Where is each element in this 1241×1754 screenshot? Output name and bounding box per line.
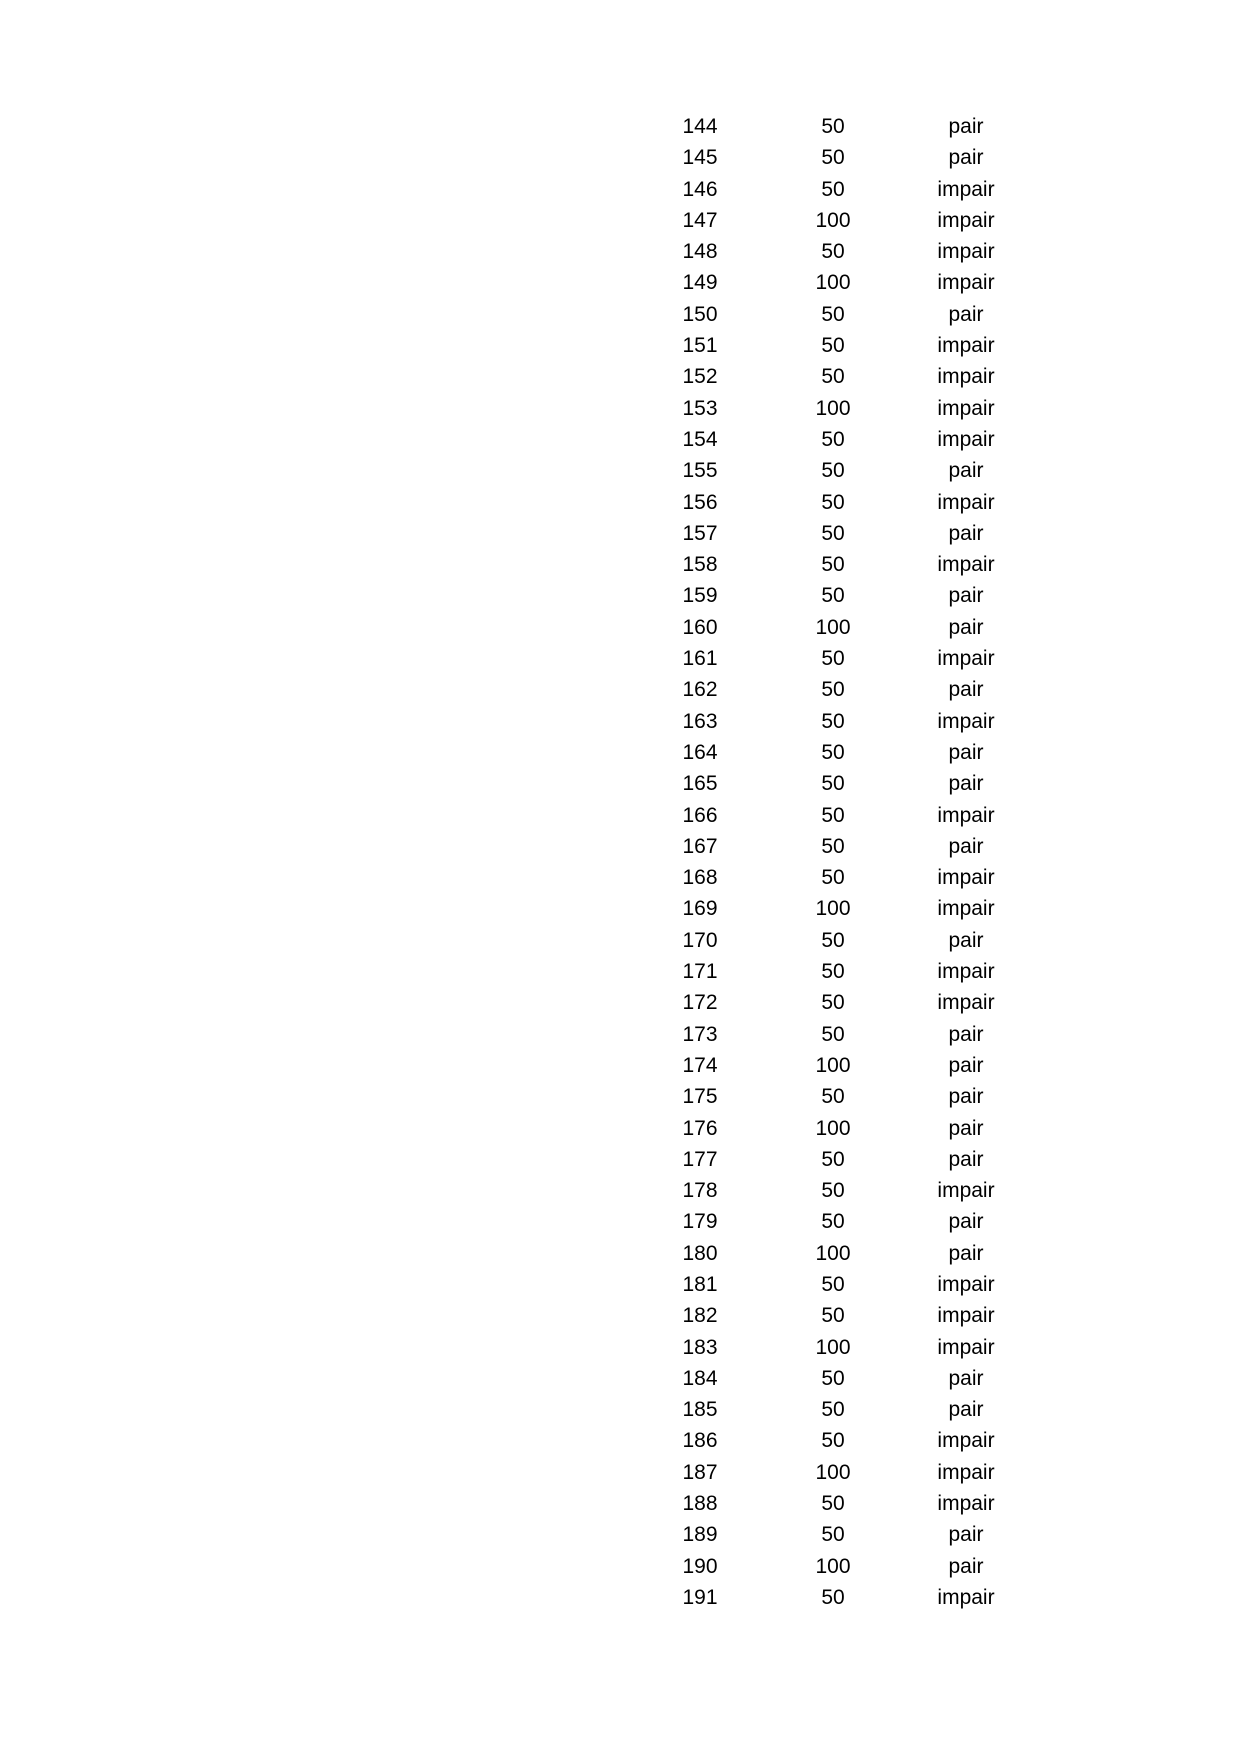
value-cell: 50 [821,709,845,733]
table-row [0,737,1241,768]
row-number-cell: 153 [682,396,718,420]
parity-cell: pair [948,146,984,170]
table-row [0,987,1241,1018]
table-row [0,580,1241,611]
row-number-cell: 155 [682,459,718,483]
table-row [0,455,1241,486]
parity-cell: pair [948,1210,984,1234]
row-number-cell: 175 [682,1085,718,1109]
row-number-cell: 191 [682,1585,718,1609]
parity-cell: impair [937,427,995,451]
row-number-cell: 186 [682,1429,718,1453]
row-number-cell: 146 [682,177,718,201]
value-cell: 50 [821,1523,845,1547]
table-row [0,1144,1241,1175]
row-number-cell: 149 [682,271,718,295]
table-row [0,1238,1241,1269]
parity-cell: pair [948,1147,984,1171]
row-number-cell: 177 [682,1147,718,1171]
row-number-cell: 182 [682,1304,718,1328]
value-cell: 50 [821,334,845,358]
parity-cell: impair [937,396,995,420]
table-row [0,393,1241,424]
table-row [0,111,1241,142]
table-row [0,862,1241,893]
row-number-cell: 178 [682,1179,718,1203]
value-cell: 50 [821,647,845,671]
parity-cell: impair [937,960,995,984]
table-row [0,1394,1241,1425]
table-row [0,549,1241,580]
value-cell: 50 [821,1492,845,1516]
table-row [0,236,1241,267]
value-cell: 50 [821,1272,845,1296]
value-cell: 100 [815,1335,851,1359]
value-cell: 50 [821,866,845,890]
row-number-cell: 144 [682,115,718,138]
value-cell: 100 [815,1116,851,1140]
value-cell: 50 [821,427,845,451]
table-row [0,800,1241,831]
data-table [0,111,1241,1613]
table-row [0,1113,1241,1144]
table-row [0,1519,1241,1550]
value-cell: 100 [815,1241,851,1265]
parity-cell: pair [948,928,984,952]
row-number-cell: 180 [682,1241,718,1265]
table-row [0,1300,1241,1331]
parity-cell: pair [948,1554,984,1578]
value-cell: 50 [821,803,845,827]
table-row [0,1582,1241,1613]
parity-cell: impair [937,553,995,577]
row-number-cell: 170 [682,928,718,952]
table-row [0,1175,1241,1206]
parity-cell: impair [937,208,995,232]
value-cell: 50 [821,834,845,858]
value-cell: 100 [815,1053,851,1077]
table-row [0,706,1241,737]
table-row [0,1488,1241,1519]
parity-cell: impair [937,334,995,358]
parity-cell: pair [948,1366,984,1390]
parity-cell: pair [948,1053,984,1077]
row-number-cell: 168 [682,866,718,890]
table-row [0,1457,1241,1488]
value-cell: 50 [821,772,845,796]
table-row [0,925,1241,956]
table-row [0,267,1241,298]
table-row [0,361,1241,392]
table-row [0,205,1241,236]
row-number-cell: 183 [682,1335,718,1359]
value-cell: 50 [821,1085,845,1109]
value-cell: 50 [821,365,845,389]
parity-cell: impair [937,1585,995,1609]
value-cell: 50 [821,146,845,170]
row-number-cell: 148 [682,240,718,264]
table-row [0,768,1241,799]
parity-cell: impair [937,1179,995,1203]
parity-cell: impair [937,1460,995,1484]
parity-cell: impair [937,240,995,264]
row-number-cell: 152 [682,365,718,389]
row-number-cell: 176 [682,1116,718,1140]
parity-cell: pair [948,615,984,639]
value-cell: 100 [815,1460,851,1484]
row-number-cell: 172 [682,991,718,1015]
value-cell: 50 [821,1398,845,1422]
table-row [0,612,1241,643]
row-number-cell: 184 [682,1366,718,1390]
row-number-cell: 151 [682,334,718,358]
parity-cell: pair [948,521,984,545]
row-number-cell: 188 [682,1492,718,1516]
table-row [0,893,1241,924]
value-cell: 100 [815,208,851,232]
table-row [0,487,1241,518]
table-row [0,1206,1241,1237]
table-row [0,299,1241,330]
parity-cell: pair [948,1022,984,1046]
table-row [0,142,1241,173]
row-number-cell: 171 [682,960,718,984]
value-cell: 50 [821,1147,845,1171]
value-cell: 50 [821,584,845,608]
row-number-cell: 165 [682,772,718,796]
table-row [0,643,1241,674]
row-number-cell: 161 [682,647,718,671]
row-number-cell: 159 [682,584,718,608]
row-number-cell: 147 [682,208,718,232]
table-row [0,956,1241,987]
row-number-cell: 150 [682,302,718,326]
value-cell: 50 [821,1179,845,1203]
row-number-cell: 163 [682,709,718,733]
row-number-cell: 185 [682,1398,718,1422]
row-number-cell: 187 [682,1460,718,1484]
row-number-cell: 179 [682,1210,718,1234]
parity-cell: pair [948,834,984,858]
row-number-cell: 145 [682,146,718,170]
value-cell: 50 [821,302,845,326]
parity-cell: impair [937,271,995,295]
row-number-cell: 158 [682,553,718,577]
parity-cell: impair [937,709,995,733]
parity-cell: pair [948,772,984,796]
parity-cell: pair [948,115,984,138]
parity-cell: pair [948,1085,984,1109]
parity-cell: pair [948,740,984,764]
table-row [0,831,1241,862]
value-cell: 50 [821,240,845,264]
table-row [0,518,1241,549]
value-cell: 50 [821,928,845,952]
parity-cell: impair [937,490,995,514]
row-number-cell: 190 [682,1554,718,1578]
parity-cell: pair [948,459,984,483]
parity-cell: impair [937,365,995,389]
value-cell: 50 [821,1366,845,1390]
value-cell: 50 [821,1304,845,1328]
table-row [0,424,1241,455]
row-number-cell: 181 [682,1272,718,1296]
row-number-cell: 166 [682,803,718,827]
row-number-cell: 164 [682,740,718,764]
parity-cell: pair [948,1398,984,1422]
value-cell: 50 [821,177,845,201]
value-cell: 100 [815,396,851,420]
row-number-cell: 173 [682,1022,718,1046]
row-number-cell: 174 [682,1053,718,1077]
value-cell: 50 [821,521,845,545]
value-cell: 50 [821,553,845,577]
parity-cell: impair [937,1272,995,1296]
parity-cell: impair [937,897,995,921]
row-number-cell: 157 [682,521,718,545]
table-row [0,1332,1241,1363]
parity-cell: impair [937,991,995,1015]
parity-cell: impair [937,1492,995,1516]
table-row [0,1425,1241,1456]
value-cell: 50 [821,1585,845,1609]
row-number-cell: 167 [682,834,718,858]
value-cell: 100 [815,1554,851,1578]
value-cell: 100 [815,271,851,295]
table-row [0,1269,1241,1300]
parity-cell: impair [937,1304,995,1328]
value-cell: 50 [821,490,845,514]
parity-cell: pair [948,1116,984,1140]
value-cell: 100 [815,615,851,639]
parity-cell: impair [937,803,995,827]
parity-cell: impair [937,647,995,671]
parity-cell: impair [937,1335,995,1359]
table-row [0,1551,1241,1582]
row-number-cell: 169 [682,897,718,921]
parity-cell: impair [937,866,995,890]
value-cell: 50 [821,1022,845,1046]
parity-cell: impair [937,1429,995,1453]
row-number-cell: 154 [682,427,718,451]
value-cell: 50 [821,115,845,138]
value-cell: 50 [821,1210,845,1234]
table-row [0,1050,1241,1081]
parity-cell: pair [948,584,984,608]
parity-cell: pair [948,678,984,702]
parity-cell: impair [937,177,995,201]
parity-cell: pair [948,1523,984,1547]
table-row [0,674,1241,705]
value-cell: 50 [821,1429,845,1453]
value-cell: 50 [821,960,845,984]
row-number-cell: 189 [682,1523,718,1547]
table-row [0,1363,1241,1394]
value-cell: 100 [815,897,851,921]
table-row [0,330,1241,361]
parity-cell: pair [948,1241,984,1265]
row-number-cell: 162 [682,678,718,702]
row-number-cell: 156 [682,490,718,514]
table-row [0,1081,1241,1112]
table-row [0,174,1241,205]
table-row [0,1019,1241,1050]
value-cell: 50 [821,740,845,764]
parity-cell: pair [948,302,984,326]
value-cell: 50 [821,459,845,483]
value-cell: 50 [821,678,845,702]
value-cell: 50 [821,991,845,1015]
row-number-cell: 160 [682,615,718,639]
